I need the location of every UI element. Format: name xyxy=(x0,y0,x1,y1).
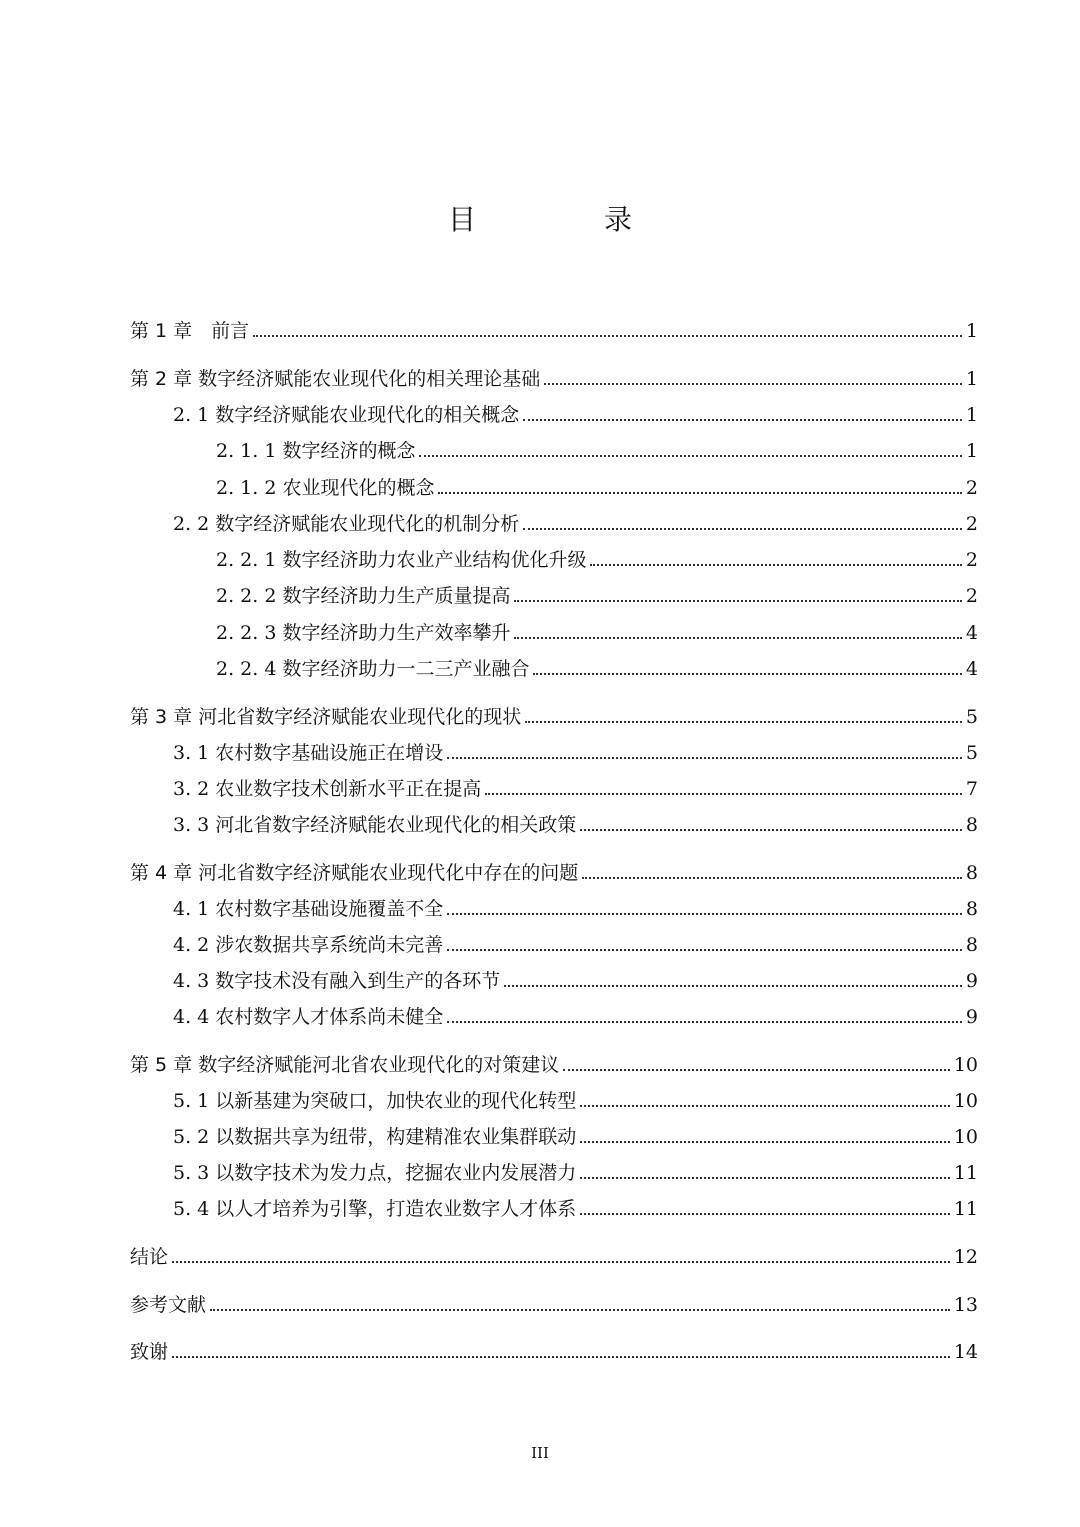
toc-entry-title: 2. 1. 2 农业现代化的概念 xyxy=(216,477,435,499)
toc-dot-leader xyxy=(590,564,961,566)
toc-entry-page-number: 4 xyxy=(965,622,978,644)
toc-entry-title: 参考文献 xyxy=(130,1294,207,1316)
toc-entry[interactable] xyxy=(130,312,978,342)
toc-entry[interactable] xyxy=(173,962,978,992)
toc-entry-page-number: 8 xyxy=(965,898,978,920)
toc-entry[interactable] xyxy=(173,505,978,535)
toc-entry-title: 第 3 章 河北省数字经济赋能农业现代化的现状 xyxy=(130,706,522,728)
toc-entry-title: 4. 1 农村数字基础设施覆盖不全 xyxy=(173,898,444,920)
toc-entry-page-number: 1 xyxy=(965,368,978,390)
toc-entry-title: 第 5 章 数字经济赋能河北省农业现代化的对策建议 xyxy=(130,1054,560,1076)
toc-entry[interactable] xyxy=(173,770,978,800)
toc-entry-title: 2. 1 数字经济赋能农业现代化的相关概念 xyxy=(173,404,520,426)
toc-entry-page-number: 1 xyxy=(965,404,978,426)
toc-dot-leader xyxy=(504,985,962,987)
toc-entry[interactable] xyxy=(173,926,978,956)
toc-dot-leader xyxy=(419,455,961,457)
toc-entry[interactable] xyxy=(173,396,978,426)
toc-dot-leader xyxy=(580,829,962,831)
toc-entry-page-number: 8 xyxy=(965,934,978,956)
toc-entry-page-number: 9 xyxy=(965,1006,978,1028)
toc-entry[interactable] xyxy=(173,1154,978,1184)
toc-entry-page-number: 2 xyxy=(965,549,978,571)
toc-dot-leader xyxy=(172,1261,950,1263)
toc-entry-page-number: 2 xyxy=(965,585,978,607)
toc-entry-page-number: 4 xyxy=(965,658,978,680)
toc-entry[interactable] xyxy=(216,614,978,644)
toc-entry-title: 结论 xyxy=(130,1246,169,1268)
toc-entry[interactable] xyxy=(216,650,978,680)
toc-entry-title: 2. 1. 1 数字经济的概念 xyxy=(216,440,416,462)
toc-dot-leader xyxy=(582,877,962,879)
toc-entry[interactable] xyxy=(130,1238,978,1268)
toc-entry[interactable] xyxy=(216,541,978,571)
toc-entry-page-number: 11 xyxy=(953,1162,978,1184)
toc-dot-leader xyxy=(514,600,961,602)
toc-entry-title: 2. 2. 2 数字经济助力生产质量提高 xyxy=(216,585,511,607)
toc-entry-title: 4. 4 农村数字人才体系尚未健全 xyxy=(173,1006,444,1028)
toc-entry-title: 3. 2 农业数字技术创新水平正在提高 xyxy=(173,778,482,800)
toc-entry-page-number: 12 xyxy=(953,1246,978,1268)
toc-entry-title: 4. 3 数字技术没有融入到生产的各环节 xyxy=(173,970,501,992)
toc-title: 目 录 xyxy=(447,203,682,236)
toc-dot-leader xyxy=(580,1177,950,1179)
toc-entry[interactable] xyxy=(216,469,978,499)
toc-entry[interactable] xyxy=(130,1333,978,1363)
toc-dot-leader xyxy=(447,757,962,759)
toc-entry[interactable] xyxy=(130,698,978,728)
toc-entry[interactable] xyxy=(173,1118,978,1148)
toc-entry-page-number: 5 xyxy=(965,706,978,728)
toc-entry-title: 2. 2 数字经济赋能农业现代化的机制分析 xyxy=(173,513,520,535)
toc-dot-leader xyxy=(580,1105,950,1107)
toc-entry[interactable] xyxy=(216,432,978,462)
toc-entry[interactable] xyxy=(130,1046,978,1076)
toc-entry[interactable] xyxy=(173,998,978,1028)
toc-entry-page-number: 11 xyxy=(953,1198,978,1220)
toc-entry-page-number: 1 xyxy=(965,320,978,342)
toc-dot-leader xyxy=(172,1356,950,1358)
toc-dot-leader xyxy=(533,673,961,675)
toc-entry-title: 2. 2. 4 数字经济助力一二三产业融合 xyxy=(216,658,530,680)
toc-entry-title: 5. 3 以数字技术为发力点，挖掘农业内发展潜力 xyxy=(173,1162,577,1184)
toc-entry[interactable] xyxy=(130,1286,978,1316)
toc-dot-leader xyxy=(580,1213,950,1215)
toc-entry-page-number: 9 xyxy=(965,970,978,992)
toc-entry-page-number: 14 xyxy=(953,1341,978,1363)
toc-entry-page-number: 5 xyxy=(965,742,978,764)
toc-entry-title: 第 1 章 前言 xyxy=(130,320,250,342)
toc-entry-page-number: 1 xyxy=(965,440,978,462)
toc-entry[interactable] xyxy=(130,854,978,884)
toc-entry[interactable] xyxy=(130,360,978,390)
toc-dot-leader xyxy=(447,913,962,915)
toc-dot-leader xyxy=(447,949,962,951)
toc-entry-title: 第 4 章 河北省数字经济赋能农业现代化中存在的问题 xyxy=(130,862,579,884)
toc-dot-leader xyxy=(563,1069,950,1071)
toc-dot-leader xyxy=(523,528,962,530)
toc-dot-leader xyxy=(514,637,961,639)
toc-entry-title: 2. 2. 3 数字经济助力生产效率攀升 xyxy=(216,622,511,644)
toc-dot-leader xyxy=(544,383,962,385)
toc-entry-title: 3. 1 农村数字基础设施正在增设 xyxy=(173,742,444,764)
toc-entry-title: 2. 2. 1 数字经济助力农业产业结构优化升级 xyxy=(216,549,587,571)
toc-entry-page-number: 8 xyxy=(965,862,978,884)
toc-entry[interactable] xyxy=(173,1082,978,1112)
toc-dot-leader xyxy=(525,721,962,723)
toc-entry-title: 5. 2 以数据共享为纽带，构建精准农业集群联动 xyxy=(173,1126,577,1148)
toc-entry-page-number: 2 xyxy=(965,513,978,535)
toc-dot-leader xyxy=(580,1141,950,1143)
toc-entry-title: 第 2 章 数字经济赋能农业现代化的相关理论基础 xyxy=(130,368,541,390)
toc-entry[interactable] xyxy=(173,734,978,764)
toc-entry-page-number: 10 xyxy=(953,1126,978,1148)
toc-entry-page-number: 7 xyxy=(965,778,978,800)
toc-entry-page-number: 10 xyxy=(953,1054,978,1076)
toc-entry[interactable] xyxy=(216,577,978,607)
toc-dot-leader xyxy=(523,419,962,421)
toc-entry-title: 3. 3 河北省数字经济赋能农业现代化的相关政策 xyxy=(173,814,577,836)
toc-entry-page-number: 2 xyxy=(965,477,978,499)
toc-entry[interactable] xyxy=(173,890,978,920)
toc-dot-leader xyxy=(210,1309,950,1311)
toc-dot-leader xyxy=(438,492,961,494)
toc-dot-leader xyxy=(253,335,962,337)
toc-entry-page-number: 13 xyxy=(953,1294,978,1316)
toc-entry-title: 致谢 xyxy=(130,1341,169,1363)
toc-dot-leader xyxy=(447,1021,962,1023)
page-number-footer: III xyxy=(531,1444,549,1462)
toc-entry[interactable] xyxy=(173,1190,978,1220)
toc-entry[interactable] xyxy=(173,806,978,836)
toc-entry-page-number: 10 xyxy=(953,1090,978,1112)
toc-dot-leader xyxy=(485,793,962,795)
toc-entry-page-number: 8 xyxy=(965,814,978,836)
toc-entry-title: 4. 2 涉农数据共享系统尚未完善 xyxy=(173,934,444,956)
toc-entry-title: 5. 4 以人才培养为引擎，打造农业数字人才体系 xyxy=(173,1198,577,1220)
toc-entry-title: 5. 1 以新基建为突破口，加快农业的现代化转型 xyxy=(173,1090,577,1112)
